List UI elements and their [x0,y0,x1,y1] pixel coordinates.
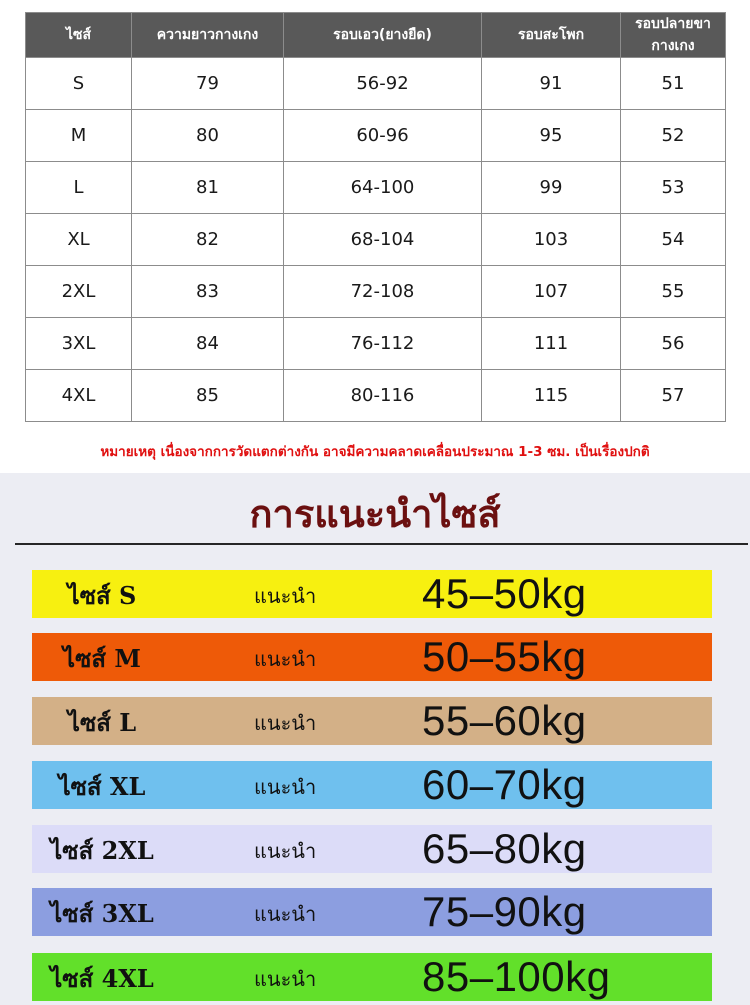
recommend-weight: 65–80kg [422,825,587,872]
cell-waist: 80-116 [284,370,482,422]
cell-leg-opening: 51 [621,58,726,110]
header-waist: รอบเอว(ยางยืด) [284,13,482,58]
recommend-label: แนะนำ [254,647,317,671]
cell-waist: 68-104 [284,214,482,266]
table-row [26,162,726,214]
cell-waist: 56-92 [284,58,482,110]
header-leg-opening: รอบปลายขากางเกง [621,13,726,58]
cell-leg-opening: 57 [621,370,726,422]
recommend-size: ไซส์ L [67,708,137,737]
measurement-note: หมายเหตุ เนื่องจากการวัดแตกต่างกัน อาจมีความคลาดเคลื่อนประมาณ 1-3 ซม. เป็นเรื่องปกติ [100,444,650,460]
cell-length: 84 [132,318,284,370]
cell-size: 2XL [26,266,132,318]
size-chart-table [25,12,726,422]
cell-size: XL [26,214,132,266]
cell-size: S [26,58,132,110]
cell-waist: 60-96 [284,110,482,162]
table-row [26,266,726,318]
recommend-weight: 60–70kg [422,761,587,808]
cell-length: 81 [132,162,284,214]
table-row [26,58,726,110]
cell-size: L [26,162,132,214]
recommend-row [32,697,712,745]
recommend-label: แนะนำ [254,902,317,926]
cell-waist: 64-100 [284,162,482,214]
recommend-size: ไซส์ 2XL [50,836,154,865]
recommend-label: แนะนำ [254,775,317,799]
recommend-row [32,888,712,936]
table-row [26,110,726,162]
cell-hip: 103 [482,214,621,266]
panel-title: การแนะนำไซส์ [249,491,501,536]
cell-hip: 95 [482,110,621,162]
cell-leg-opening: 55 [621,266,726,318]
recommend-size: ไซส์ XL [58,772,146,801]
recommend-row [32,953,712,1001]
table-row [26,214,726,266]
cell-leg-opening: 53 [621,162,726,214]
recommend-label: แนะนำ [254,839,317,863]
cell-length: 79 [132,58,284,110]
header-hip: รอบสะโพก [482,13,621,58]
recommend-size: ไซส์ 4XL [50,964,154,993]
cell-length: 80 [132,110,284,162]
recommend-weight: 55–60kg [422,697,587,744]
size-recommendation-panel [0,473,750,1005]
cell-leg-opening: 56 [621,318,726,370]
header-length: ความยาวกางเกง [132,13,284,58]
cell-waist: 76-112 [284,318,482,370]
recommend-label: แนะนำ [254,584,317,608]
table-header-row [26,13,726,58]
recommend-weight: 45–50kg [422,570,587,617]
recommend-size: ไซส์ M [63,644,141,673]
recommend-size: ไซส์ 3XL [50,899,154,928]
table-row [26,370,726,422]
recommend-weight: 75–90kg [422,888,587,935]
cell-hip: 91 [482,58,621,110]
cell-size: 3XL [26,318,132,370]
recommend-row [32,825,712,873]
cell-leg-opening: 54 [621,214,726,266]
cell-leg-opening: 52 [621,110,726,162]
cell-waist: 72-108 [284,266,482,318]
recommend-weight: 50–55kg [422,633,587,680]
recommend-label: แนะนำ [254,711,317,735]
recommend-size: ไซส์ S [67,581,137,610]
recommend-row [32,761,712,809]
recommend-weight: 85–100kg [422,953,611,1000]
recommend-label: แนะนำ [254,967,317,991]
cell-length: 82 [132,214,284,266]
cell-size: 4XL [26,370,132,422]
recommend-row [32,633,712,681]
recommend-row [32,570,712,618]
cell-length: 83 [132,266,284,318]
cell-size: M [26,110,132,162]
table-row [26,318,726,370]
header-size: ไซส์ [26,13,132,58]
cell-hip: 99 [482,162,621,214]
title-divider [15,543,748,545]
cell-hip: 115 [482,370,621,422]
cell-hip: 111 [482,318,621,370]
cell-hip: 107 [482,266,621,318]
cell-length: 85 [132,370,284,422]
